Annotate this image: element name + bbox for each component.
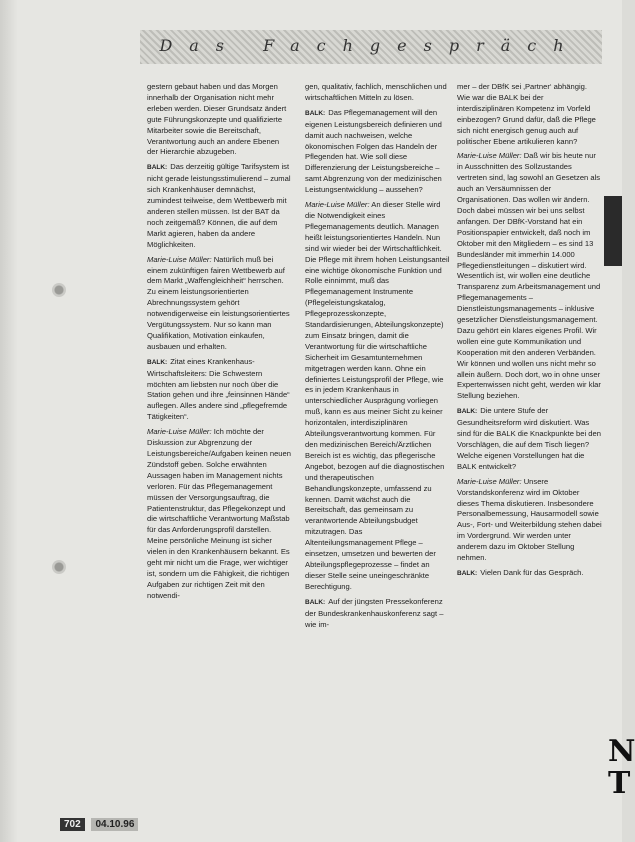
- paragraph-text: gen, qualitativ, fachlich, menschlichen und wirtschaftlichen Mitteln zu lösen.: [305, 82, 447, 102]
- article-paragraph: [147, 427, 292, 602]
- adjacent-page-letters: N T: [608, 734, 635, 801]
- speaker-label: BALK:: [457, 408, 478, 416]
- binder-hole: [52, 560, 66, 574]
- paragraph-text: Vielen Dank für das Gespräch.: [480, 567, 584, 577]
- paragraph-text: Ich möchte der Diskussion zur Abgrenzung der Leistungsbereiche/Aufgaben keinen neuen Zündstoff geben. Solche erwähnten Aussagen haben im Management nichts verloren. Für das Pflegemanagement müssen der Versorgungsauftrag, die Patientenstruktur, das Pflegekonzept und die wirtschaftliche Verantwortung Maßstab für das Anforderungsprofil darstellen. Meine persönliche Meinung ist sicher vielen in den Krankenhäusern bekannt. Es geht mir nicht um die Frage, wer wichtiger ist, sondern um die Fähigkeit, die richtigen Aufgaben zur richtigen Zeit mit den notwendi-: [147, 427, 291, 600]
- article-paragraph: [305, 597, 450, 631]
- article-paragraph: [457, 82, 602, 147]
- article-paragraph: [147, 162, 292, 250]
- article-paragraph: [147, 357, 292, 423]
- interviewee-name: Marie-Luise Müller:: [147, 254, 212, 264]
- paragraph-text: Auf der jüngsten Pressekonferenz der Bundeskrankenhauskonferenz sagt – wie im-: [305, 596, 444, 629]
- page-title: Das Fachgespräch: [159, 36, 581, 55]
- article-paragraph: [457, 568, 602, 580]
- paragraph-text: Zitat eines Krankenhaus-Wirtschaftsleiters: Die Schwestern möchten am liebsten nur noch über die Station gehen und ihre „feinsinnen Hände“ auflegen. Alles andere sind „pflegefremde Tätigkeiten“.: [147, 356, 290, 422]
- paragraph-text: gestern gebaut haben und das Morgen innerhalb der Organisation nicht mehr erleben werden. Dieser Grundsatz ändert gute Führungskonzepte und qualifizierte Mitarbeiter sowie die Bereitschaft, Verantwortung auch an andere Ebenen der Hierarchie abzugeben.: [147, 82, 287, 157]
- paragraph-text: Unsere Vorstandskonferenz wird im Oktober dieses Thema diskutieren. Insbesondere Personalbemessung, Hausarmodell sowie Aus-, Fort- und Weiterbildung stehen dabei im Vordergrund. Wir werden unter anderem dazu im Oktober Stellung nehmen.: [457, 476, 602, 563]
- interviewee-name: Marie-Luise Müller:: [305, 200, 370, 210]
- text-column-1: [147, 82, 292, 606]
- interviewee-name: Marie-Luise Müller:: [147, 427, 212, 437]
- paragraph-text: Natürlich muß bei einem zukünftigen fairen Wettbewerb auf dem Markt „Waffengleichheit“ herrschen. Zu einem leistungsorientierten Abrechnungssystem gehört notwendigerweise ein leistungsorientiertes Vergütungssystem. Nur so kann man Qualifikation, Motivation einkaufen, ausbauen und erhalten.: [147, 254, 290, 351]
- paragraph-text: mer – der DBfK sei ‚Partner‘ abhängig. Wie war die BALK bei der interdisziplinären Kompetenz im Vorfeld einbezogen? Grund dafür, daß die Pflege sich nicht energisch genug auch auf politischer Ebene artikulieren kann?: [457, 82, 596, 146]
- section-tab-marker: [604, 196, 622, 266]
- page-edge-shadow: [0, 0, 18, 842]
- article-paragraph: [305, 108, 450, 196]
- paragraph-text: An dieser Stelle wird die Notwendigkeit eines Pflegemanagements deutlich. Managen heißt leistungsorientiertes Handeln. Nun sind wir wieder bei der Wirtschaftlichkeit. Die Pflege mit ihrem hohen Leistungsanteil eine wichtige ökonomische Funktion und Rolle einnimmt, muß das Pflegemanagement Instrumente (Pflegeleistungskatalog, Pflegeprozesskonzepte, Standardisierungen, Abteilungskonzepte) zum Einsatz bringen, damit die Verantwortung für die wirtschaftliche Sicherheit im Gesamtunternehmen mitgetragen werden kann. Ohne ein definiertes Leistungsprofil der Pflege, wie es in jedem Krankenhaus in unterschiedlicher Ausprägung vorliegen muß, kann es aus meiner Sicht zu keiner horizontalen, interdisziplinären Abteilungsverantwortung kommen. Für den medizinischen Bereich/Ärztlichen Bereich ist es wichtig, das pflegerische Angebot, bezogen auf die diagnostischen und therapeutischen Behandlungskonzepte, umfassend zu kennen. Damit wächst auch die Bereitschaft, das gemeinsam zu verantwortende Abteilungsbudget mitzutragen. Das Altenteilungsmanagement Pflege – einsetzen, umsetzen und bewerten der Abteilungspflegeprozesse – findet an dieser Stelle seine uneingeschränkte Berechtigung.: [305, 200, 450, 591]
- page-footer: [60, 818, 138, 831]
- speaker-label: BALK:: [147, 358, 168, 366]
- issue-date: 04.10.96: [91, 818, 138, 831]
- binder-hole: [52, 283, 66, 297]
- article-paragraph: [305, 200, 450, 593]
- paragraph-text: Das Pflegemanagement will den eigenen Leistungsbereich definieren und damit auch nachweisen, welche ökonomischen Folgen das Handeln der Pflegenden hat. Wie soll diese Differenzierung der Leistungsbereiche – samt Abgrenzung von der medizinischen Leistungsentwicklung – aussehen?: [305, 107, 442, 195]
- interviewee-name: Marie-Luise Müller:: [457, 151, 522, 161]
- paragraph-text: Die untere Stufe der Gesundheitsreform wird diskutiert. Was sind für die BALK die Knackpunkte bei den Vorschlägen, die auf dem Tisch liegen? Welche eigenen Vorstellungen hat die BALK entwickelt?: [457, 406, 601, 471]
- page-number: 702: [60, 818, 85, 831]
- interviewee-name: Marie-Luise Müller:: [457, 476, 522, 486]
- article-paragraph: [457, 406, 602, 472]
- article-paragraph: [305, 82, 450, 104]
- paragraph-text: Daß wir bis heute nur in Ausschnitten des Sollzustandes vertreten sind, lag sowohl an Gesetzen als auch an Versäumnissen der Organisationen. Das wollen wir ändern. Doch dabei müssen wir bei uns selbst anfangen. Der DBfK-Vorstand hat ein Positionspapier entwickelt, daß noch im Oktober mit den Mitgliedern – es sind 13 Bundesländer mit immerhin 14.000 Pflegedienstleitungen – diskutiert wird. Wesentlich ist, wir wollen eine deutliche Transparenz zum Arbeitsmanagement und Pflegemanagements – Dienstleistungsmanagements – inklusive gesetzlicher Dienstleistungsmanagement. Dazu gehört ein klares eigenes Profil. Wir wollen eine gute Kommunikation und Kooperation mit den anderen Verbänden. Wir können und wollen uns nicht mehr so allein äußern. Doch dort, wo in ohne unser Expertenwissen nicht geht, werden wir klar Stellung beziehen.: [457, 151, 601, 401]
- paragraph-text: Das derzeitig gültige Tarifsystem ist nicht gerade leistungsstimulierend – zumal sich Krankenhäuser demnächst, zumindest teilweise, dem Wettbewerb mit anderen stellen müssen. Ist der BAT da noch zeitgemäß? Können, die auf dem Markt agieren, haben da andere Möglichkeiten.: [147, 162, 291, 249]
- article-paragraph: [457, 477, 602, 564]
- speaker-label: BALK:: [147, 164, 168, 172]
- article-paragraph: [147, 255, 292, 353]
- speaker-label: BALK:: [305, 109, 326, 117]
- speaker-label: BALK:: [305, 598, 326, 606]
- article-paragraph: [457, 151, 602, 402]
- speaker-label: BALK:: [457, 569, 478, 577]
- text-column-2: [305, 82, 450, 634]
- article-paragraph: [147, 82, 292, 158]
- text-column-3: [457, 82, 602, 584]
